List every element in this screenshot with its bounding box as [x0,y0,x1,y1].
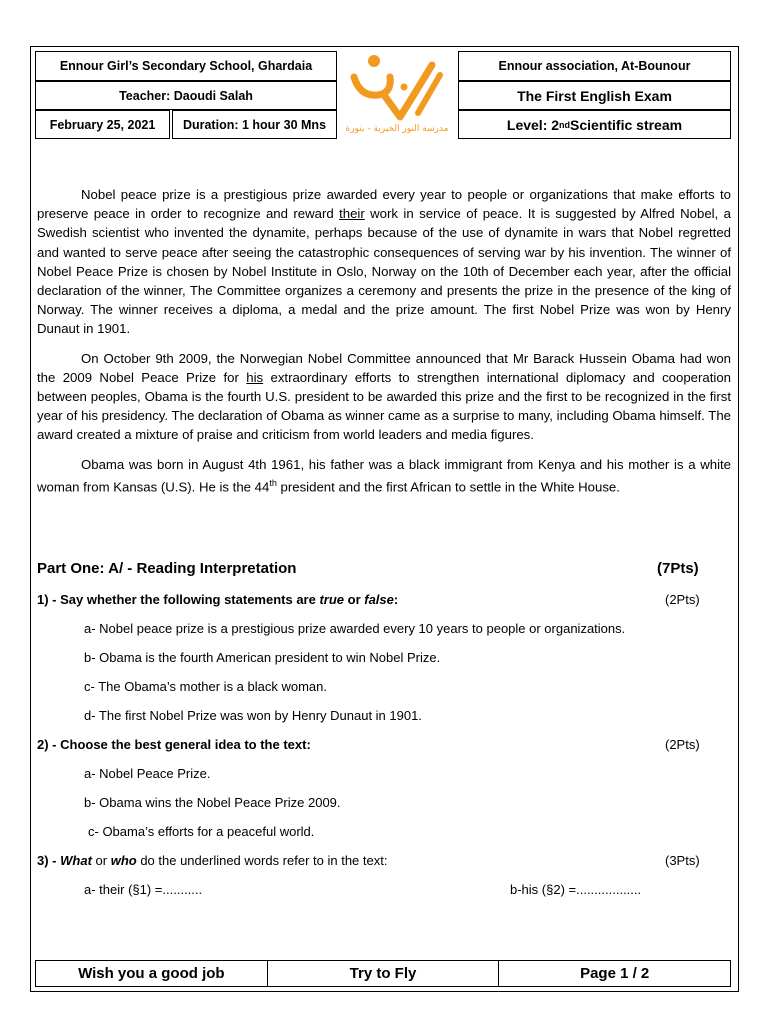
question-2: 2) - Choose the best general idea to the text: [37,737,311,752]
reading-text [37,185,731,506]
paragraph-1: Nobel peace prize is a prestigious prize awarded every year to people or organizations that make efforts to preserve peace in order to recognize and reward their work in service of peace. It is suggested by Alfred Nobel, a Swedish scientist who invented the dynamite, perhaps because of the use of dynamite in wars that Nobel regretted and wanted to serve peace after seeing the catastrophic consequences of serving war by his invention. The winner of Nobel Peace Prize is chosen by Nobel Institute in Oslo, Norway on the 10th of December each year, after the official declaration of the winner, The Committee organizes a ceremony and presents the prize in the presence of the king of Norway. The winner receives a diploma, a medal and the prize amount. The first Nobel Prize was won by Henry Dunaut in 1901. [37,187,731,337]
exam-duration: Duration: 1 hour 30 Mns [172,110,337,139]
question-3: 3) - What or who do the underlined words refer to in the text: [37,853,388,868]
footer-page-number: Page 1 / 2 [580,965,650,982]
school-logo [340,51,455,138]
exam-level [458,110,731,139]
level-prefix: Level: 2 [506,116,560,133]
footer [35,960,731,987]
question-1: 1) - Say whether the following statements are true or false: [37,592,399,607]
logo-caption: مدرسة النور الخيرية - بنورة [345,124,449,134]
level-sup: nd [559,119,571,130]
q2-item-a: a- Nobel Peace Prize. [84,766,211,781]
question-3-points: (3Pts) [665,853,700,868]
footer-motto: Try to Fly [268,961,500,986]
part-one-points: (7Pts) [657,560,699,577]
level-suffix: Scientific stream [570,116,683,133]
q1-item-d: d- The first Nobel Prize was won by Henry Dunaut in 1901. [84,708,422,723]
q1-item-a: a- Nobel peace prize is a prestigious prize awarded every 10 years to people or organizations. [84,621,626,636]
association-name: Ennour association, At-Bounour [458,51,731,81]
q3-answer-b: b-his (§2) =.................. [510,882,642,897]
exam-date: February 25, 2021 [35,110,170,139]
q3-answer-a: a- their (§1) =........... [84,882,203,897]
underlined-his: his [246,369,264,385]
question-2-points: (2Pts) [665,737,700,752]
exam-title: The First English Exam [458,81,731,110]
logo-mark-icon [354,55,440,117]
q1-item-b: b- Obama is the fourth American president to win Nobel Prize. [84,650,441,665]
question-1-points: (2Pts) [665,592,700,607]
q2-item-b: b- Obama wins the Nobel Peace Prize 2009. [84,795,341,810]
paragraph-2: On October 9th 2009, the Norwegian Nobel Committee announced that Mr Barack Hussein Obama had won the 2009 Nobel Peace Prize for his extraordinary efforts to strengthen international diplomacy and cooperation between peoples, Obama is the fourth U.S. president to be awarded this prize and the first to be recognized in the first year of his presidency. The declaration of Obama as winner came as a surprise to many, including Obama himself. The award created a mixture of praise and criticism from world leaders and media figures. [37,350,731,443]
q1-item-c: c- The Obama’s mother is a black woman. [84,679,328,694]
school-name: Ennour Girl’s Secondary School, Ghardaia [35,51,337,81]
q2-item-c: c- Obama’s efforts for a peaceful world. [88,824,315,839]
footer-wish: Wish you a good job [36,961,268,986]
teacher-name: Teacher: Daoudi Salah [35,81,337,110]
part-one-title: Part One: A/ - Reading Interpretation [37,560,297,577]
underlined-their: their [339,206,365,222]
paragraph-3: Obama was born in August 4th 1961, his father was a black immigrant from Kenya and his mother is a white woman from Kansas (U.S). He is the 44th president and the first African to settle in the White House. [37,456,731,495]
